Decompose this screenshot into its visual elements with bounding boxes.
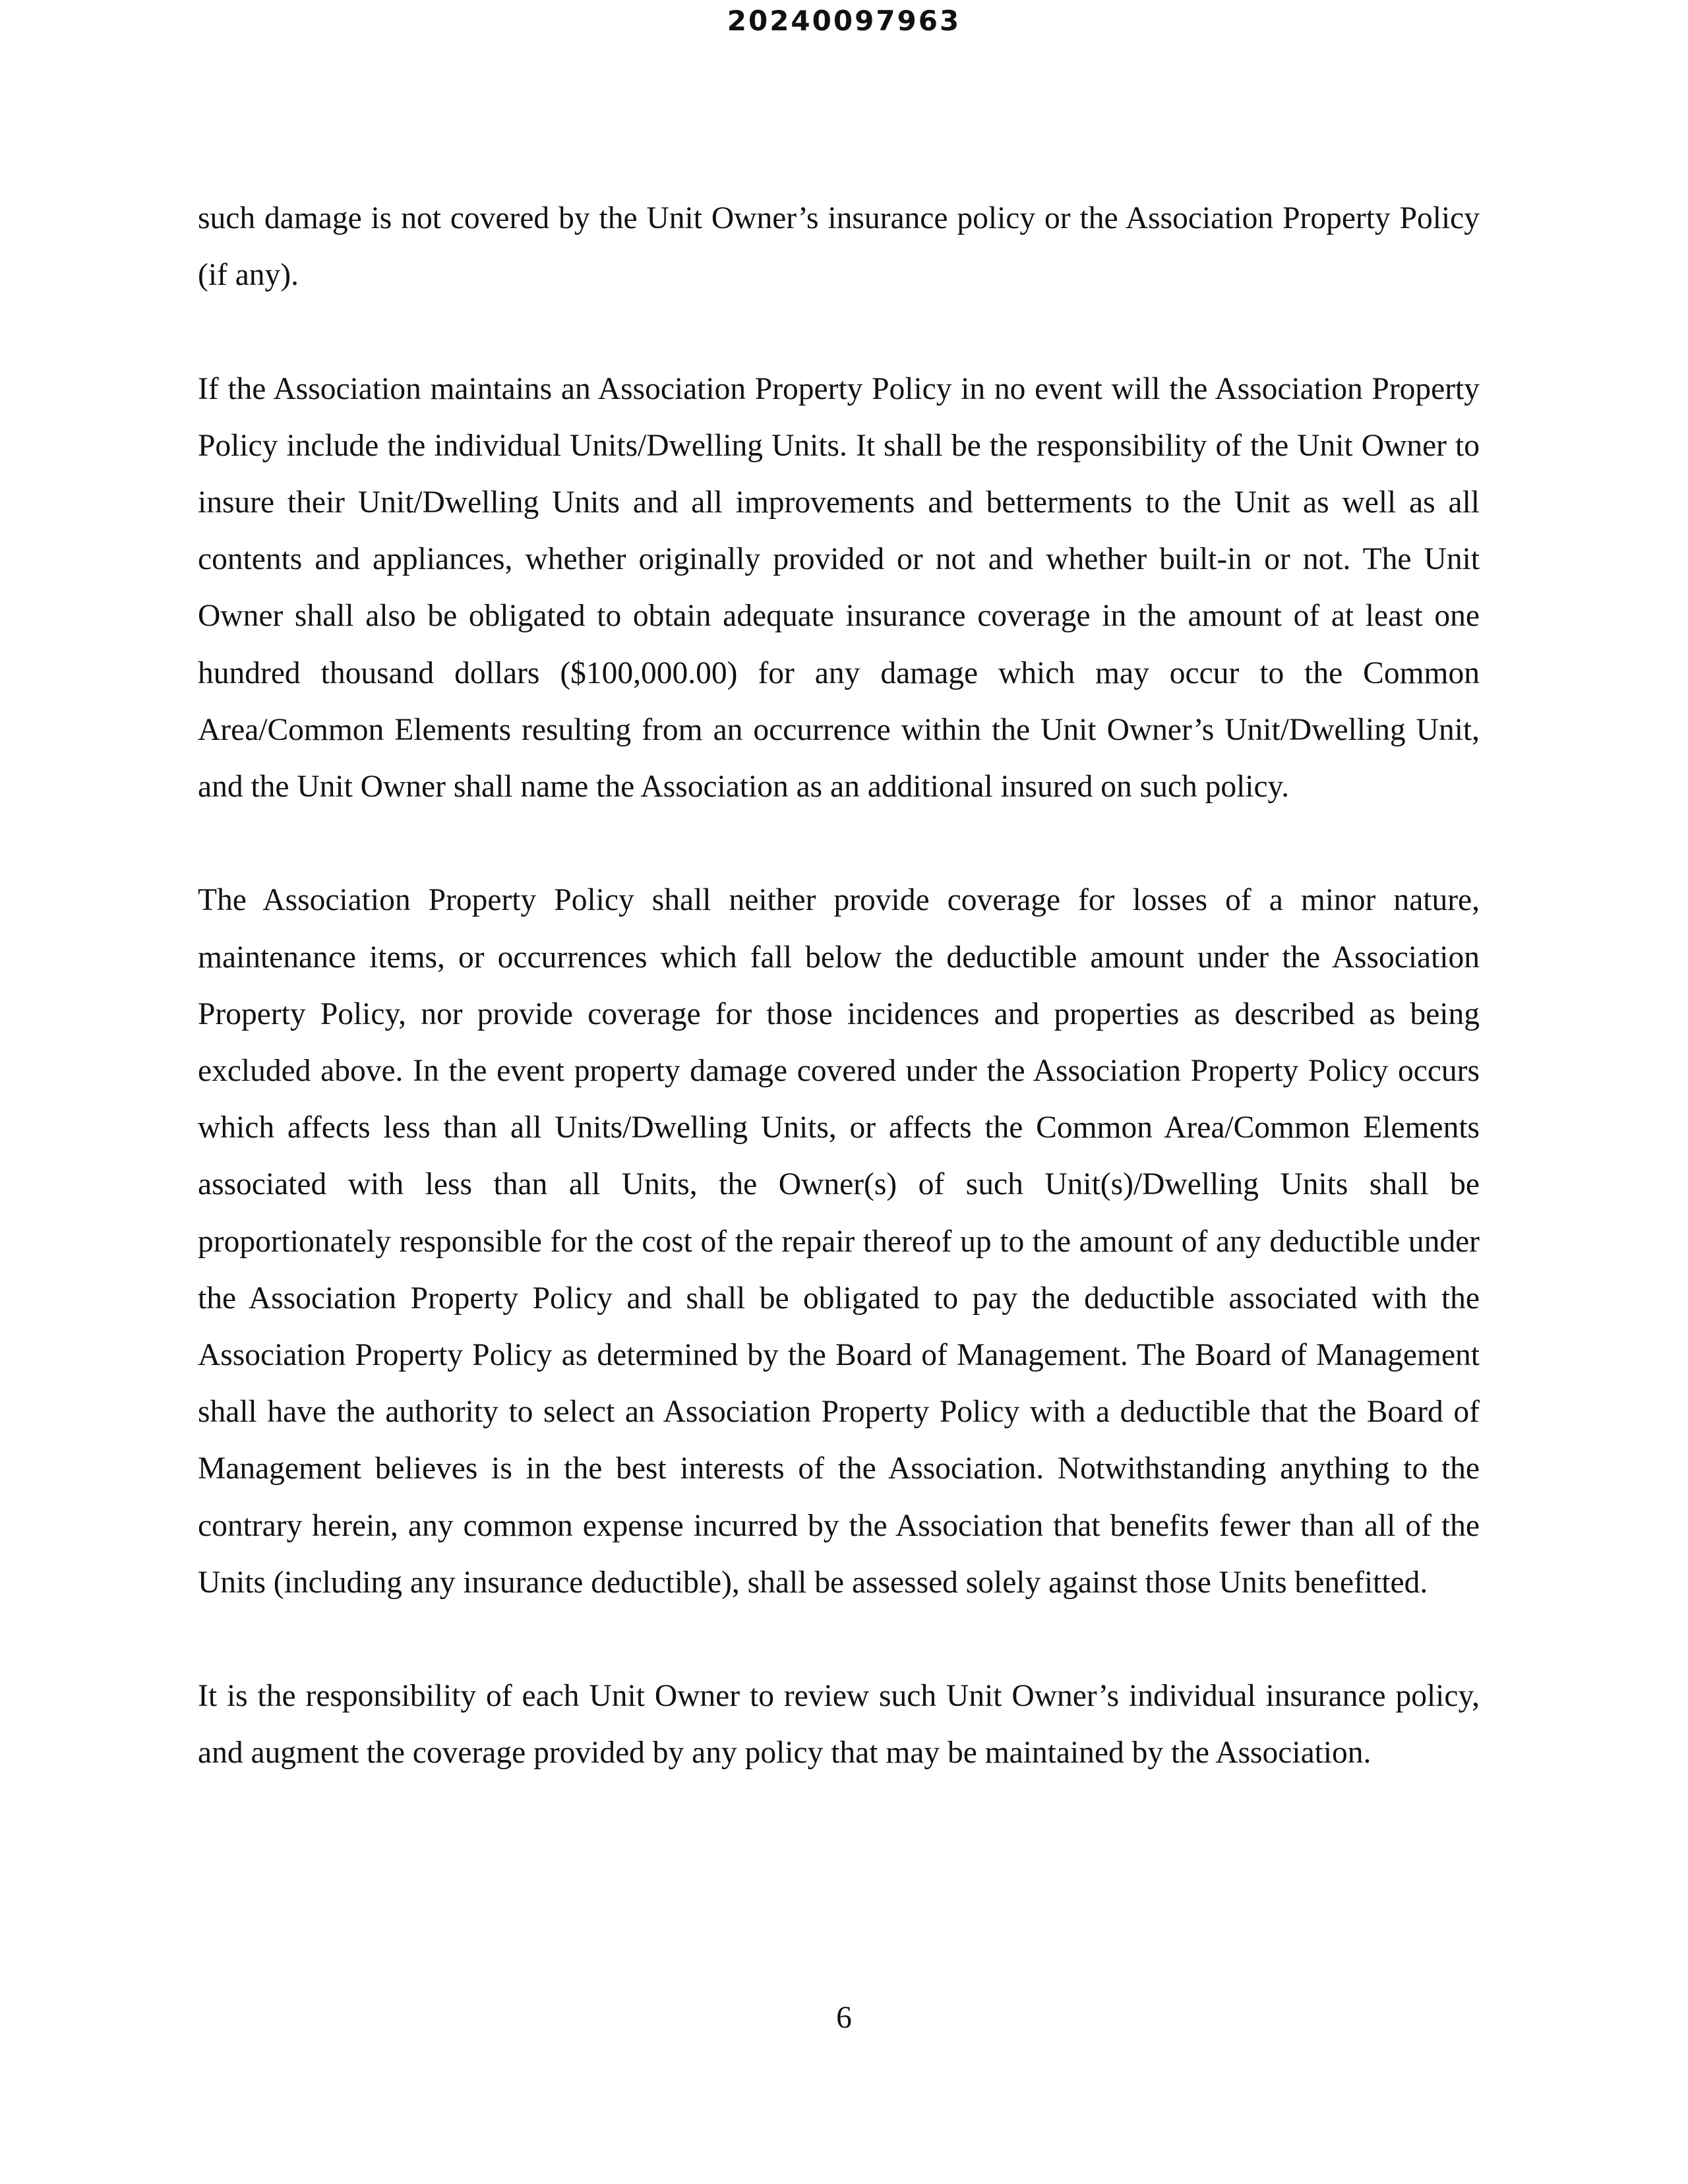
- page-number: 6: [836, 2001, 852, 2035]
- document-body: [198, 190, 1480, 1782]
- paragraph-unit-owner-insurance: If the Association maintains an Association Property Policy in no event will the Association Property Policy include the individual Units/Dwelling Units. It shall be the responsibility of the Unit Owner to insure their Unit/Dwelling Units and all improvements and betterments to the Unit as well as all contents and appliances, whether originally provided or not and whether built-in or not. The Unit Owner shall also be obligated to obtain adequate insurance coverage in the amount of at least one hundred thousand dollars ($100,000.00) for any damage which may occur to the Common Area/Common Elements resulting from an occurrence within the Unit Owner’s Unit/Dwelling Unit, and the Unit Owner shall name the Association as an additional insured on such policy.: [198, 371, 1480, 804]
- paragraph-damage-coverage: such damage is not covered by the Unit Owner’s insurance policy or the Association Property Policy (if any).: [198, 201, 1480, 293]
- paragraph-owner-review: It is the responsibility of each Unit Owner to review such Unit Owner’s individual insurance policy, and augment the coverage provided by any policy that may be maintained by the Association.: [198, 1679, 1480, 1771]
- paragraph-deductible-responsibility: The Association Property Policy shall neither provide coverage for losses of a minor nature, maintenance items, or occurrences which fall below the deductible amount under the Association Property Policy, nor provide coverage for those incidences and properties as described as being excluded above. In the event property damage covered under the Association Property Policy occurs which affects less than all Units/Dwelling Units, or affects the Common Area/Common Elements associated with less than all Units, the Owner(s) of such Unit(s)/Dwelling Units shall be proportionately responsible for the cost of the repair thereof up to the amount of any deductible under the Association Property Policy and shall be obligated to pay the deductible associated with the Association Property Policy as determined by the Board of Management. The Board of Management shall have the authority to select an Association Property Policy with a deductible that the Board of Management believes is in the best interests of the Association. Notwithstanding anything to the contrary herein, any common expense incurred by the Association that benefits fewer than all of the Units (including any insurance deductible), shall be assessed solely against those Units benefitted.: [198, 883, 1480, 1600]
- document-number: 20240097963: [727, 5, 961, 37]
